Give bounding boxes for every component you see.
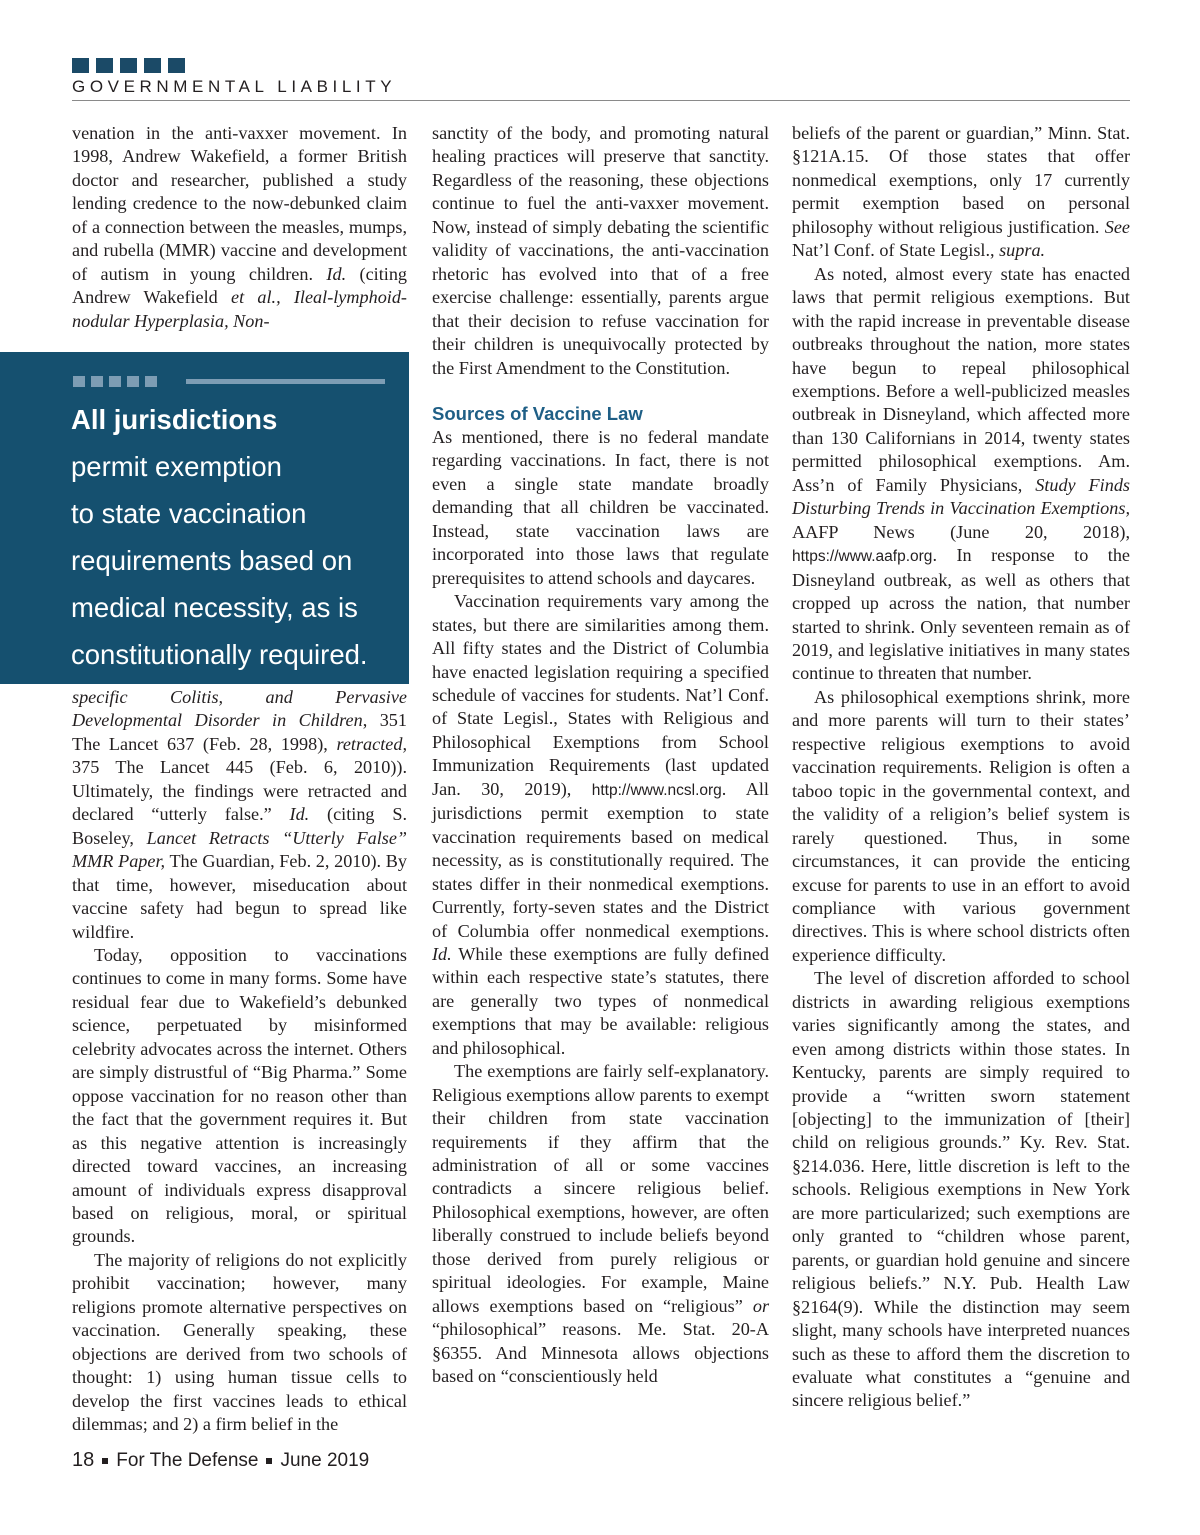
publication-name: For The Defense: [116, 1449, 259, 1471]
page-number: 18: [72, 1449, 95, 1471]
paragraph: Vaccination requirements vary among the states, but there are similarities among them. All fifty states and the District of Columbia have enacted legislation requiring a specified schedule of vaccines for students. Nat’l Conf. of State Legisl., States with Religious and Philosophical Exemptions from School Immunization Requirements (last updated Jan. 30, 2019), http://www.ncsl.org. All jurisdictions permit exemption to state vaccination requirements based on medical necessity, as is constitutionally required. The states differ in their nonmedical exemptions. Currently, forty-seven states and the District of Columbia offer nonmedical exemptions. Id. While these exemptions are fully defined within each respective state’s statutes, there are generally two types of nonmedical exemptions that may be available: religious and philosophical.: [432, 591, 769, 1058]
bullet-separator: [102, 1458, 108, 1464]
section-header-squares: [72, 58, 185, 73]
pull-quote-line: medical necessity, as is: [71, 592, 358, 623]
section-title: GOVERNMENTAL LIABILITY: [72, 77, 397, 96]
pull-quote: [0, 352, 409, 684]
paragraph: The level of discretion afforded to school districts in awarding religious exemptions varies significantly among the states, and even among districts within those states. In Kentucky, parents are simply required to provide a “written sworn statement [objecting] to the immunization of [their] child on religious grounds.” Ky. Rev. Stat. §214.036. Here, little discretion is left to the schools. Religious exemptions in New York are more particularized; such exemptions are only granted to “children whose parent, parents, or guardian hold genuine and sincere religious beliefs.” N.Y. Pub. Health Law §2164(9). While the distinction may seem slight, many schools have interpreted nuances such as these to afford them the discretion to evaluate what constitutes a “genuine and sincere religious belief.”: [792, 968, 1130, 1411]
url-link[interactable]: http://www.ncsl.org: [591, 781, 722, 799]
paragraph: specific Colitis, and Pervasive Developmental Disorder in Children, 351 The Lancet 637 (Feb. 28, 1998), retracted, 375 The Lancet 445 (Feb. 6, 2010)). Ultimately, the findings were retracted and declared “utterly false.” Id. (citing S. Boseley, Lancet Retracts “Utterly False” MMR Paper, The Guardian, Feb. 2, 2010). By that time, however, miseducation about vaccine safety had begun to spread like wildfire.: [72, 687, 408, 942]
paragraph: The majority of religions do not explicitly prohibit vaccination; however, many religions promote alternative perspectives on vaccination. Generally speaking, these objections are derived from two schools of thought: 1) using human tissue cells to develop the first vaccines leads to ethical dilemmas; and 2) a firm belief in the: [72, 1249, 407, 1435]
column-1-bottom: [72, 686, 407, 1437]
pull-quote-squares: [73, 376, 157, 387]
pull-quote-line: to state vaccination: [71, 498, 307, 529]
pull-quote-bar: [186, 379, 385, 384]
bullet-separator: [266, 1458, 272, 1464]
paragraph: As mentioned, there is no federal mandate regarding vaccinations. In fact, there is not even a single state mandate broadly demanding that all children be vaccinated. Instead, state vaccination laws are incorporated into those laws that regulate prerequisites to attend schools and daycares.: [432, 426, 769, 588]
column-3: [792, 122, 1130, 1413]
column-1-top: [72, 122, 407, 333]
paragraph: Today, opposition to vaccinations continues to come in many forms. Some have residual fear due to Wakefield’s debunked science, perpetuated by misinformed celebrity advocates across the internet. Others are simply distrustful of “Big Pharma.” Some oppose vaccination for no reason other than the fact that the government requires it. But as this negative attention is increasingly directed toward vaccines, an increasing amount of individuals express disapproval based on religious, moral, or spiritual grounds.: [72, 944, 407, 1247]
paragraph: beliefs of the parent or guardian,” Minn. Stat. §121A.15. Of those states that offer nonmedical exemptions, only 17 currently permit exemption based on personal philosophy without religious justification. See Nat’l Conf. of State Legisl., supra.: [792, 123, 1130, 261]
page-footer: [72, 1449, 369, 1472]
paragraph: venation in the anti-vaxxer movement. In 1998, Andrew Wakefield, a former British doctor and researcher, published a study lending credence to the now-debunked claim of a connection between the measles, mumps, and rubella (MMR) vaccine and development of autism in young children. Id. (citing Andrew Wakefield et al., Ileal-lymphoid-nodular Hyperplasia, Non-: [72, 123, 408, 331]
issue-date: June 2019: [280, 1449, 370, 1471]
paragraph: As philosophical exemptions shrink, more and more parents will turn to their states’ respective religious exemptions to avoid vaccination requirements. Religion is often a taboo topic in the governmental context, and the validity of a religion’s belief system is rarely questioned. Thus, in some circumstances, it can provide the enticing excuse for parents to use in an effort to avoid compliance with various government directives. This is where school districts often experience difficulty.: [792, 686, 1130, 965]
pull-quote-text: [71, 396, 391, 678]
subhead: Sources of Vaccine Law: [432, 402, 643, 424]
url-link[interactable]: https://www.aafp.org: [792, 548, 933, 566]
pull-quote-line: requirements based on: [71, 545, 353, 576]
column-2: [432, 122, 769, 1389]
paragraph: sanctity of the body, and promoting natural healing practices will preserve that sanctity. Regardless of the reasoning, these objections continue to fuel the anti-vaxxer movement. Now, instead of simply debating the scientific validity of vaccinations, the anti-vaccination rhetoric has evolved into that of a free exercise challenge: essentially, parents argue that their decision to refuse vaccination for their children is unequivocally protected by the First Amendment to the Constitution.: [432, 123, 769, 378]
pull-quote-lead: All jurisdictions: [71, 404, 278, 435]
paragraph: As noted, almost every state has enacted laws that permit religious exemptions. But with the rapid increase in preventable disease outbreaks throughout the nation, more states have begun to repeal philosophical exemptions. Before a well-publicized measles outbreak in Disneyland, which affected more than 130 Californians in 2014, twenty states permitted philosophical exemptions. Am. Ass’n of Family Physicians, Study Finds Disturbing Trends in Vaccination Exemptions, AAFP News (June 20, 2018), https://www.aafp.org. In response to the Disneyland outbreak, as well as others that cropped up across the nation, that number started to shrink. Only seventeen remain as of 2019, and legislative initiatives in many states continue to threaten that number.: [792, 263, 1130, 684]
header-rule: [72, 100, 1130, 101]
paragraph: The exemptions are fairly self-explanatory. Religious exemptions allow parents to exempt their children from state vaccination requirements if they affirm that the administration of all or some vaccines contradicts a sincere religious belief. Philosophical exemptions, however, are often liberally construed to include beliefs beyond those derived from purely religious or spiritual ideologies. For example, Maine allows exemptions based on “religious” or “philosophical” reasons. Me. Stat. 20-A §6355. And Minnesota allows objections based on “conscientiously held: [432, 1061, 770, 1387]
pull-quote-line: permit exemption: [71, 451, 282, 482]
pull-quote-line: constitutionally required.: [71, 639, 368, 670]
